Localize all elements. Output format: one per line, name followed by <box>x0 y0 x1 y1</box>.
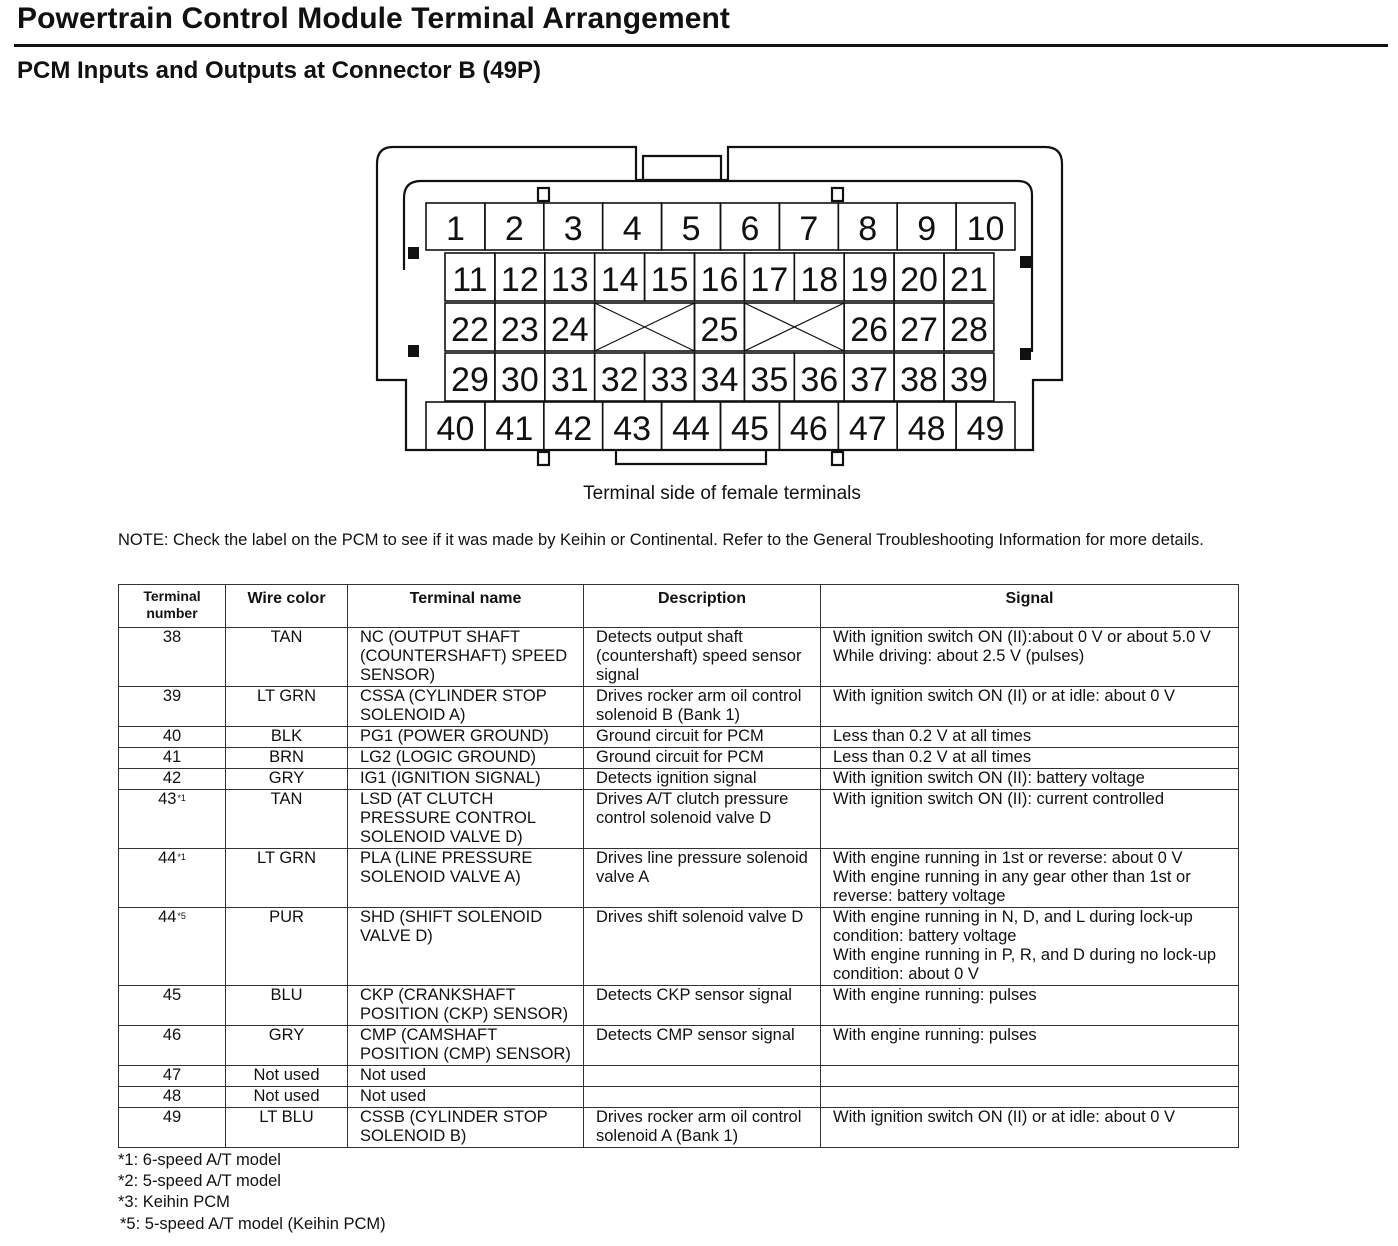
housing-latch <box>643 156 721 180</box>
description-cell: Drives A/T clutch pressure control solenoid valve D <box>584 790 821 849</box>
note-text: NOTE: Check the label on the PCM to see if it was made by Keihin or Continental. Refer to the General Troubleshooting Information for more details. <box>118 531 1204 549</box>
table-row <box>119 986 1239 1026</box>
table-row <box>119 727 1239 748</box>
description-cell <box>584 1066 821 1087</box>
terminal-number-label: 35 <box>750 361 789 399</box>
terminal-number-label: 5 <box>681 210 701 248</box>
signal-cell: Less than 0.2 V at all times <box>821 748 1239 769</box>
footnote: *3: Keihin PCM <box>118 1193 230 1211</box>
terminal-number-cell: 45 <box>119 986 226 1026</box>
table-row <box>119 1026 1239 1066</box>
terminal-number-label: 8 <box>858 210 878 248</box>
wire-color-cell: GRY <box>226 769 348 790</box>
terminal-name-cell: Not used <box>348 1066 584 1087</box>
description-cell: Ground circuit for PCM <box>584 748 821 769</box>
polarity-mark <box>1020 256 1031 268</box>
wire-color-cell: LT GRN <box>226 849 348 908</box>
terminal-number-cell: 42 <box>119 769 226 790</box>
key-notch-bottom-left <box>538 452 549 465</box>
polarity-mark <box>408 247 419 259</box>
terminal-number-cell: 44$^{*1}$ <box>119 849 226 908</box>
terminal-table <box>118 584 1239 1148</box>
terminal-number-label: 6 <box>740 210 760 248</box>
terminal-number-label: 4 <box>622 210 642 248</box>
footnote-marker: *1 <box>177 852 186 862</box>
col-description: Description <box>584 585 821 628</box>
signal-cell: With ignition switch ON (II) or at idle: about 0 V <box>821 1108 1239 1148</box>
terminal-number-label: 42 <box>554 410 593 448</box>
description-cell: Drives shift solenoid valve D <box>584 908 821 986</box>
wire-color-cell: BRN <box>226 748 348 769</box>
terminal-number-label: 31 <box>550 361 589 399</box>
terminal-number-label: 29 <box>451 361 489 399</box>
terminal-number-label: 23 <box>500 311 539 349</box>
table-row <box>119 1087 1239 1108</box>
terminal-number-cell: 47 <box>119 1066 226 1087</box>
terminal-number-label: 30 <box>500 361 539 399</box>
key-notch-bottom-right <box>832 452 843 465</box>
terminal-number-label: 44 <box>672 410 710 448</box>
table-row <box>119 628 1239 687</box>
terminal-number-label: 13 <box>550 261 589 299</box>
signal-cell: With ignition switch ON (II):about 0 V or about 5.0 V While driving: about 2.5 V (pulses) <box>821 628 1239 687</box>
terminal-number-label: 24 <box>550 311 589 349</box>
terminal-number-cell: 40 <box>119 727 226 748</box>
terminal-number-label: 28 <box>950 311 988 349</box>
terminal-name-cell: CSSA (CYLINDER STOP SOLENOID A) <box>348 687 584 727</box>
key-notch-top-left <box>538 188 549 201</box>
terminal-name-cell: PLA (LINE PRESSURE SOLENOID VALVE A) <box>348 849 584 908</box>
key-notch-top-right <box>832 188 843 201</box>
col-wire-color: Wire color <box>226 585 348 628</box>
table-row <box>119 748 1239 769</box>
description-cell: Drives rocker arm oil control solenoid A (Bank 1) <box>584 1108 821 1148</box>
description-cell: Ground circuit for PCM <box>584 727 821 748</box>
terminal-number-label: 48 <box>907 410 946 448</box>
terminal-number-cell: 41 <box>119 748 226 769</box>
signal-cell: With engine running in 1st or reverse: about 0 V With engine running in any gear other than 1st or reverse: battery voltage <box>821 849 1239 908</box>
terminal-number-label: 43 <box>613 410 652 448</box>
terminal-number-label: 36 <box>800 361 839 399</box>
terminal-number-label: 46 <box>789 410 828 448</box>
footnote-marker: *1 <box>177 793 186 803</box>
terminal-name-cell: NC (OUTPUT SHAFT (COUNTERSHAFT) SPEED SENSOR) <box>348 628 584 687</box>
signal-cell: With ignition switch ON (II): current controlled <box>821 790 1239 849</box>
terminal-number-label: 41 <box>495 410 534 448</box>
table-row <box>119 1066 1239 1087</box>
signal-cell <box>821 1087 1239 1108</box>
terminal-cavities <box>426 203 1015 450</box>
terminal-name-cell: CMP (CAMSHAFT POSITION (CMP) SENSOR) <box>348 1026 584 1066</box>
wire-color-cell: BLK <box>226 727 348 748</box>
signal-cell: With ignition switch ON (II) or at idle: about 0 V <box>821 687 1239 727</box>
footnote: *2: 5-speed A/T model <box>118 1172 281 1190</box>
description-cell: Detects ignition signal <box>584 769 821 790</box>
terminal-number-label: 9 <box>917 210 937 248</box>
description-cell: Detects CKP sensor signal <box>584 986 821 1026</box>
wire-color-cell: Not used <box>226 1087 348 1108</box>
terminal-number-label: 2 <box>504 210 524 248</box>
terminal-number-label: 14 <box>600 261 639 299</box>
page-subtitle: PCM Inputs and Outputs at Connector B (49P) <box>17 57 542 84</box>
terminal-number-label: 40 <box>436 410 475 448</box>
terminal-name-cell: Not used <box>348 1087 584 1108</box>
footnote: *5: 5-speed A/T model (Keihin PCM) <box>120 1215 386 1233</box>
terminal-number-cell: 43$^{*1}$ <box>119 790 226 849</box>
description-cell: Drives line pressure solenoid valve A <box>584 849 821 908</box>
table-row <box>119 1108 1239 1148</box>
terminal-number-label: 19 <box>850 261 889 299</box>
terminal-name-cell: PG1 (POWER GROUND) <box>348 727 584 748</box>
wire-color-cell: LT BLU <box>226 1108 348 1148</box>
page-title: Powertrain Control Module Terminal Arrangement <box>17 2 731 35</box>
terminal-name-cell: LSD (AT CLUTCH PRESSURE CONTROL SOLENOID VALVE D) <box>348 790 584 849</box>
terminal-number-label: 21 <box>950 261 988 299</box>
terminal-number-label: 34 <box>700 361 739 399</box>
terminal-number-cell: 44$^{*5}$ <box>119 908 226 986</box>
terminal-number-label: 37 <box>850 361 889 399</box>
footnote-marker: *5 <box>177 911 186 921</box>
col-signal: Signal <box>821 585 1239 628</box>
table-row <box>119 790 1239 849</box>
terminal-number-cell: 48 <box>119 1087 226 1108</box>
footnotes <box>118 1150 386 1235</box>
polarity-mark <box>408 345 419 357</box>
wire-color-cell: Not used <box>226 1066 348 1087</box>
wire-color-cell: LT GRN <box>226 687 348 727</box>
bottom-key <box>616 451 766 464</box>
table-row <box>119 849 1239 908</box>
table-row <box>119 908 1239 986</box>
terminal-number-label: 10 <box>966 210 1005 248</box>
wire-color-cell: PUR <box>226 908 348 986</box>
polarity-mark <box>1020 348 1031 360</box>
signal-cell: With ignition switch ON (II): battery voltage <box>821 769 1239 790</box>
terminal-number-label: 12 <box>500 261 539 299</box>
terminal-number-label: 38 <box>900 361 938 399</box>
wire-color-cell: BLU <box>226 986 348 1026</box>
terminal-number-label: 1 <box>445 210 465 248</box>
terminal-number-label: 18 <box>800 261 839 299</box>
terminal-number-cell: 46 <box>119 1026 226 1066</box>
wire-color-cell: TAN <box>226 628 348 687</box>
terminal-number-cell: 38 <box>119 628 226 687</box>
terminal-name-cell: CKP (CRANKSHAFT POSITION (CKP) SENSOR) <box>348 986 584 1026</box>
connector-housing <box>377 147 1062 465</box>
connector-diagram <box>0 0 1398 480</box>
description-cell <box>584 1087 821 1108</box>
table-header-row <box>119 585 1239 628</box>
terminal-number-label: 20 <box>900 261 938 299</box>
connector-caption: Terminal side of female terminals <box>583 483 861 504</box>
terminal-number-label: 47 <box>848 410 887 448</box>
terminal-number-label: 25 <box>700 311 739 349</box>
terminal-name-cell: LG2 (LOGIC GROUND) <box>348 748 584 769</box>
col-terminal-name: Terminal name <box>348 585 584 628</box>
terminal-number-label: 33 <box>650 361 689 399</box>
terminal-name-cell: IG1 (IGNITION SIGNAL) <box>348 769 584 790</box>
terminal-number-cell: 49 <box>119 1108 226 1148</box>
terminal-number-label: 32 <box>600 361 639 399</box>
description-cell: Detects output shaft (countershaft) speed sensor signal <box>584 628 821 687</box>
terminal-number-label: 17 <box>750 261 789 299</box>
terminal-number-label: 7 <box>799 210 819 248</box>
description-cell: Drives rocker arm oil control solenoid B (Bank 1) <box>584 687 821 727</box>
terminal-number-label: 45 <box>731 410 769 448</box>
wire-color-cell: GRY <box>226 1026 348 1066</box>
terminal-number-label: 15 <box>650 261 689 299</box>
terminal-number-label: 26 <box>850 311 889 349</box>
description-cell: Detects CMP sensor signal <box>584 1026 821 1066</box>
terminal-name-cell: CSSB (CYLINDER STOP SOLENOID B) <box>348 1108 584 1148</box>
signal-cell <box>821 1066 1239 1087</box>
terminal-number-label: 11 <box>452 261 488 299</box>
signal-cell: With engine running: pulses <box>821 986 1239 1026</box>
terminal-number-label: 39 <box>950 361 988 399</box>
signal-cell: With engine running in N, D, and L during lock-up condition: battery voltage With engine running in P, R, and D during no lock-up condition: about 0 V <box>821 908 1239 986</box>
terminal-number-cell: 39 <box>119 687 226 727</box>
terminal-number-label: 49 <box>966 410 1005 448</box>
terminal-number-label: 16 <box>700 261 739 299</box>
table-row <box>119 687 1239 727</box>
terminal-name-cell: SHD (SHIFT SOLENOID VALVE D) <box>348 908 584 986</box>
terminal-number-label: 3 <box>563 210 583 248</box>
terminal-number-label: 27 <box>900 311 938 349</box>
wire-color-cell: TAN <box>226 790 348 849</box>
table-row <box>119 769 1239 790</box>
footnote: *1: 6-speed A/T model <box>118 1151 281 1169</box>
signal-cell: With engine running: pulses <box>821 1026 1239 1066</box>
col-terminal-number: Terminal number <box>119 585 226 628</box>
signal-cell: Less than 0.2 V at all times <box>821 727 1239 748</box>
terminal-number-label: 22 <box>451 311 489 349</box>
